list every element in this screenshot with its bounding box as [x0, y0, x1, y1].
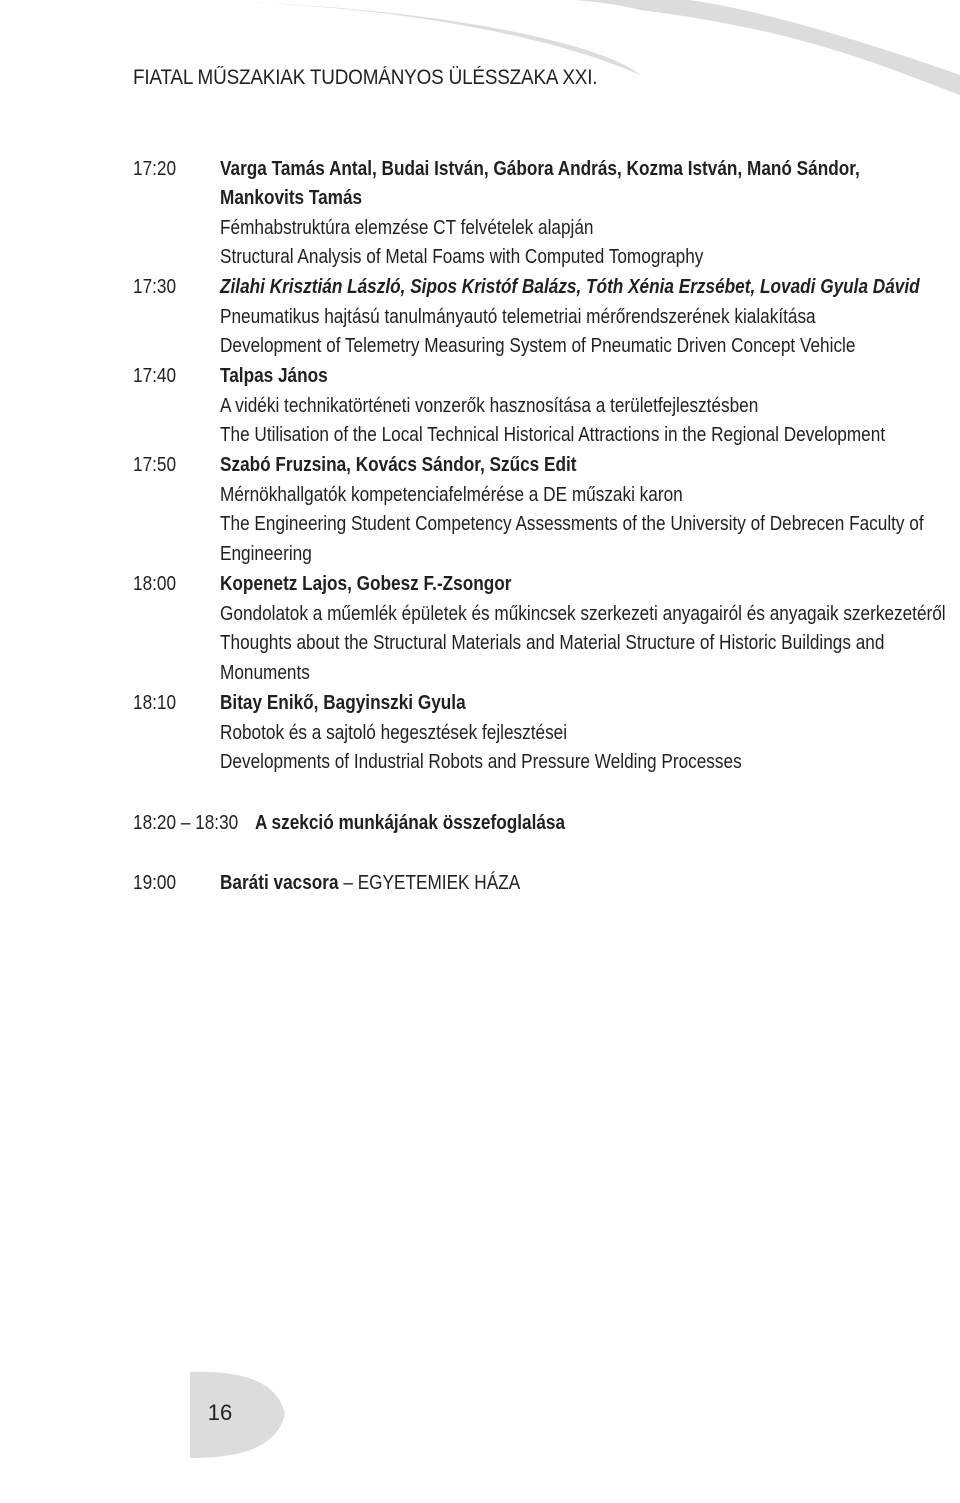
session-title-hu: Mérnökhallgatók kompetenciafelmérése a DE műszaki karon: [220, 484, 683, 506]
dinner-place: – EGYETEMIEK HÁZA: [338, 872, 521, 894]
page-number: 16: [207, 1400, 233, 1425]
running-header: FIATAL MŰSZAKIAK TUDOMÁNYOS ÜLÉSSZAKA XXI.: [133, 66, 598, 89]
session-authors: Bitay Enikő, Bagyinszki Gyula: [220, 692, 466, 714]
session-authors: Varga Tamás Antal, Budai István, Gábora András, Kozma István, Manó Sándor,: [220, 158, 860, 180]
session-authors: Kopenetz Lajos, Gobesz F.-Zsongor: [220, 573, 512, 595]
session-time: 17:30: [133, 276, 177, 298]
session-time: 17:50: [133, 454, 177, 476]
session-title-en-cont: Engineering: [220, 543, 312, 565]
session-time: 17:20: [133, 158, 177, 180]
session-title-en: Thoughts about the Structural Materials and Material Structure of Historic Buildings and: [220, 632, 885, 654]
session-title-hu: A vidéki technikatörténeti vonzerők hasznosítása a területfejlesztésben: [220, 395, 759, 417]
session-title-hu: Fémhabstruktúra elemzése CT felvételek alapján: [220, 217, 594, 239]
session-title-hu: Gondolatok a műemlék épületek és műkincsek szerkezeti anyagairól és anyagaik szerkezetéről: [220, 603, 946, 625]
summary-title: A szekció munkájának összefoglalása: [255, 812, 566, 834]
session-authors: Szabó Fruzsina, Kovács Sándor, Szűcs Edit: [220, 454, 577, 476]
session-authors: Talpas János: [220, 365, 328, 387]
dinner-line: [220, 871, 520, 895]
session-title-hu: Robotok és a sajtoló hegesztések fejlesztései: [220, 722, 568, 744]
session-title-en-cont: Monuments: [220, 662, 310, 684]
dinner-time: 19:00: [133, 872, 177, 894]
session-title-en: Developments of Industrial Robots and Pressure Welding Processes: [220, 751, 742, 773]
session-title-en: Structural Analysis of Metal Foams with Computed Tomography: [220, 246, 704, 268]
session-authors: Zilahi Krisztián László, Sipos Kristóf Balázs, Tóth Xénia Erzsébet, Lovadi Gyula Dávid: [220, 276, 920, 298]
session-title-en: Development of Telemetry Measuring System of Pneumatic Driven Concept Vehicle: [220, 335, 856, 357]
session-authors-cont: Mankovits Tamás: [220, 187, 363, 209]
session-title-hu: Pneumatikus hajtású tanulmányautó telemetriai mérőrendszerének kialakítása: [220, 306, 816, 328]
dinner-title: Baráti vacsora: [220, 872, 339, 894]
session-title-en: The Engineering Student Competency Assessments of the University of Debrecen Faculty of: [220, 513, 924, 535]
session-time: 18:10: [133, 692, 177, 714]
summary-time: 18:20 – 18:30: [133, 812, 239, 834]
top-right-arc: [575, 0, 960, 95]
session-title-en: The Utilisation of the Local Technical Historical Attractions in the Regional Development: [220, 424, 886, 446]
session-time: 18:00: [133, 573, 177, 595]
page-number-tab-edge: [180, 1372, 190, 1458]
session-time: 17:40: [133, 365, 177, 387]
